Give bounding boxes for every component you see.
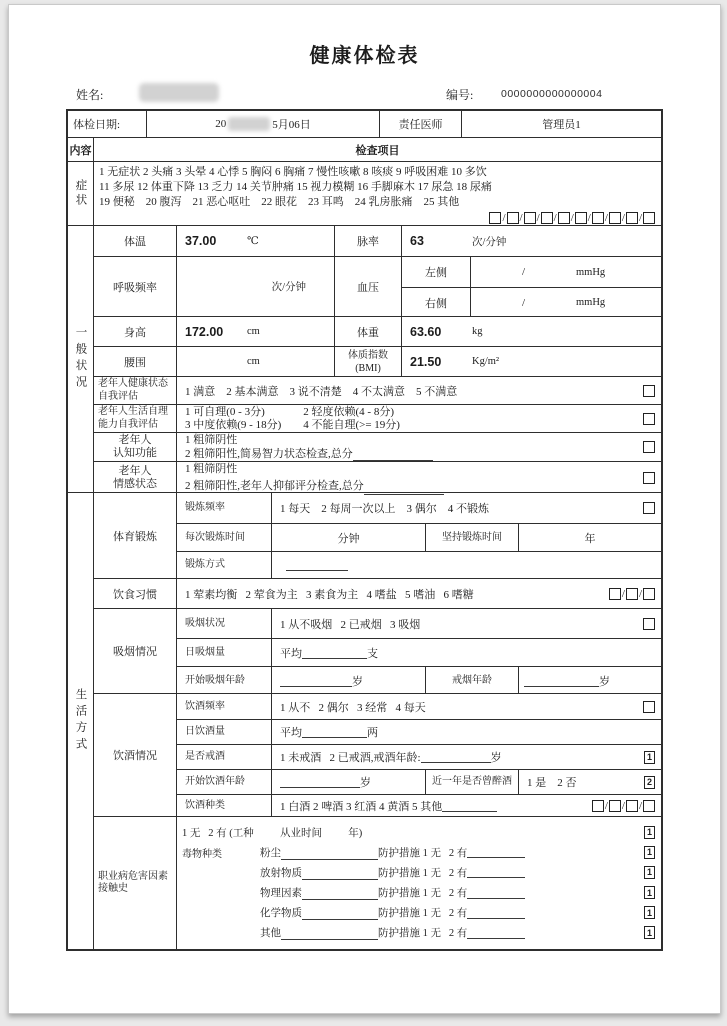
weight-value: 63.60 [410,324,442,339]
toxin-name-blank [281,847,378,860]
checkbox [626,800,638,812]
drinking-daily-unit: 两 [367,727,378,739]
smoking-quit-unit: 岁 [599,675,610,688]
checkbox [609,212,621,224]
checkbox [609,800,621,812]
drinking-daily-prefix: 平均 [280,727,302,739]
checkbox-separator: / [621,799,625,812]
protection-blank [467,846,525,858]
smoking-daily-blank [302,647,367,659]
exercise-freq-cell [271,493,661,523]
smoking-start-cell [271,667,425,694]
elderly-health-options-cell [176,377,661,404]
elderly-cognition-options [185,433,433,461]
drinking-quit-label: 是否戒酒 [185,751,225,762]
drinking-start-blank [280,776,360,788]
occupational-label-line2: 接触史 [98,883,128,894]
exam-date-suffix: 5月06日 [272,119,311,131]
toxin-answer-box: 1 [644,926,655,939]
toxin-name: 放射物质 [260,867,302,879]
drinking-kind-blank [442,800,497,812]
drinking-quit-row [177,744,661,769]
waist-value-cell [176,347,334,376]
toxin-name-blank [302,907,378,920]
exam-date-row [68,111,661,137]
toxin-name-blank [302,887,378,900]
exam-date-label: 体检日期: [73,119,121,131]
checkbox-separator: / [621,587,625,600]
diet-options: 1 荤素均衡 2 荤食为主 3 素食为主 4 嗜盐 5 嗜油 6 嗜糖 [185,588,474,601]
smoking-start-blank [280,675,352,687]
exercise-mode-label: 锻炼方式 [185,559,225,570]
toxin-row-physical [182,883,655,903]
smoking-start-unit: 岁 [352,675,363,688]
checkbox-separator: / [519,212,523,224]
elderly-cognition-cell [176,433,661,461]
occupational-content [176,817,661,949]
checkbox-separator: / [604,799,608,812]
exercise-persist-label: 坚持锻炼时间 [425,524,518,551]
drinking-daily-label: 日饮酒量 [185,726,225,737]
toxin-row-radiation [182,862,655,882]
cognition-score-blank [353,449,433,461]
toxin-name-blank [302,867,378,880]
elderly-health-label-line1: 老年人健康状态 [98,378,168,389]
document-page [8,4,721,1014]
drinking-quit-answer-box: 1 [644,751,655,764]
smoking-group [94,608,661,693]
drunk-cell [518,770,661,794]
smoking-label: 吸烟情况 [113,646,157,658]
lifestyle-section [68,492,661,949]
exam-date-prefix: 20 [215,118,227,130]
elderly-cognition-row [94,432,661,461]
pulse-value-cell [401,226,661,256]
temperature-label: 体温 [124,236,146,248]
elderly-health-options: 1 满意 2 基本满意 3 说不清楚 4 不太满意 5 不满意 [185,385,458,398]
smoking-daily-row [177,638,661,666]
health-exam-table [66,109,663,951]
checkbox [643,588,655,600]
height-value: 172.00 [185,324,224,339]
checkbox-separator: / [638,799,642,812]
drinking-freq-options: 1 从不 2 偶尔 3 经常 4 每天 [280,701,426,714]
checkbox-separator: / [536,212,540,224]
checkbox [592,800,604,812]
respiration-bp-row [94,256,661,316]
elderly-selfcare-options-line1: 1 可自理(0 - 3分) 2 轻度依赖(4 - 8分) [185,405,394,418]
checkbox-separator: / [638,212,642,224]
elderly-selfcare-options-line2: 3 中度依赖(9 - 18分) 4 不能自理(>= 19分) [185,418,400,431]
exam-date-value [146,111,379,137]
protection-text: 防护措施 1 无 2 有 [378,847,468,859]
drinking-label: 饮酒情况 [113,750,157,762]
drinking-kind-row [177,794,661,816]
exercise-mode-row [177,551,661,578]
pulse-label: 脉率 [334,226,401,256]
protection-blank [467,927,525,939]
table-header-row [68,137,661,161]
doctor-label: 责任医师 [379,111,461,137]
checkbox [643,800,655,812]
smoking-quit-cell [518,667,661,694]
elderly-health-label [94,377,176,404]
protection-text: 防护措施 1 无 2 有 [378,928,468,940]
diet-row [94,578,661,608]
name-label: 姓名: [76,88,104,102]
weight-unit: kg [472,326,483,337]
smoking-daily-label: 日吸烟量 [185,646,225,658]
toxin-row-chemical [182,903,655,923]
drinking-kind-label: 饮酒种类 [185,799,225,811]
checkbox [626,588,638,600]
occupational-label-line1: 职业病危害因素 [98,870,168,882]
elderly-selfcare-label [94,405,176,432]
respiration-label: 呼吸频率 [113,281,157,294]
elderly-health-label-line2: 自我评估 [98,390,138,402]
checkbox-separator: / [604,212,608,224]
drunk-label: 近一年是否曾醉酒 [425,770,518,794]
elderly-emotion-line1: 1 粗筛阴性 [185,462,238,475]
elderly-emotion-options [185,461,444,495]
elderly-emotion-checkbox [643,472,655,484]
protection-text: 防护措施 1 无 2 有 [378,908,468,920]
protection-text: 防护措施 1 无 2 有 [378,867,468,879]
waist-unit: cm [247,356,260,367]
drunk-answer-box: 2 [644,776,655,789]
elderly-health-row [94,376,661,404]
drinking-kind-cell [271,795,661,816]
protection-blank [467,887,525,899]
elderly-cognition-line2 [185,447,433,461]
bmi-value: 21.50 [410,354,442,369]
drinking-freq-checkbox [643,701,655,713]
smoking-daily-prefix: 平均 [280,647,302,660]
elderly-emotion-row [94,461,661,493]
temperature-unit: ℃ [247,236,259,247]
drinking-start-unit: 岁 [360,777,371,789]
name-number-row [9,83,720,105]
smoking-age-row [177,666,661,694]
drinking-start-cell [271,770,425,794]
checkbox [507,212,519,224]
toxin-row-other [182,923,655,943]
elderly-emotion-label-line1: 老年人 [118,464,152,477]
drinking-group [94,693,661,816]
drinking-quit-cell [271,745,661,769]
symptoms-line-2: 11 多尿 12 体重下降 13 乏力 14 关节肿痛 15 视力模糊 16 手脚麻木 17 尿急 18 尿痛 [99,181,492,193]
bp-left-label: 左侧 [425,267,447,279]
page-title: 健康体检表 [309,45,420,67]
bmi-value-cell [401,347,661,376]
exercise-freq-row [177,493,661,523]
elderly-cognition-label-line2: 认知功能 [113,447,157,459]
symptoms-section-label: 症状 [74,179,87,208]
general-section-label: 一般状况 [74,326,87,392]
diet-cell [176,579,661,608]
checkbox [609,588,621,600]
elderly-selfcare-options-cell [176,405,661,432]
diet-label: 饮食习惯 [113,588,157,601]
symptoms-line-1: 1 无症状 2 头痛 3 头晕 4 心悸 5 胸闷 6 胸痛 7 慢性咳嗽 8 咳痰 9 呼吸困难 10 多饮 [99,166,487,178]
drinking-freq-label: 饮酒频率 [185,700,225,712]
waist-label: 腰围 [124,356,146,369]
bp-right-label: 右侧 [425,297,447,310]
exercise-freq-label: 锻炼频率 [185,502,225,513]
smoking-quit-blank [524,675,599,687]
temperature-pulse-row [94,226,661,256]
toxin-answer-box: 1 [644,866,655,879]
smoking-status-options: 1 从不吸烟 2 已戒烟 3 吸烟 [280,618,421,631]
height-value-cell [176,317,334,346]
content-header: 内容 [69,144,92,157]
elderly-selfcare-label-line1: 老年人生活自理 [98,406,168,417]
symptoms-content [93,162,661,225]
toxin-row-dust [182,842,655,862]
drinking-start-label: 开始饮酒年龄 [185,776,245,787]
elderly-selfcare-label-line2: 能力自我评估 [98,418,158,430]
bp-left-unit: mmHg [576,266,606,278]
occupational-group [94,816,661,949]
check-items-header: 检查项目 [93,138,661,161]
diet-checkbox-group [609,588,655,600]
bmi-unit: Kg/m² [472,356,500,367]
bp-left-separator: / [521,266,526,278]
checkbox [558,212,570,224]
elderly-emotion-cell [176,462,661,493]
toxin-name-blank [281,927,378,940]
exercise-time-row [177,523,661,551]
exercise-freq-checkbox [643,502,655,514]
checkbox [626,212,638,224]
pulse-unit: 次/分钟 [472,236,507,248]
exercise-time-label: 每次锻炼时间 [185,531,245,543]
bmi-label-line1: 体质指数 [348,349,388,361]
bmi-label-line2: (BMI) [355,362,381,374]
symptoms-section [68,161,661,225]
exercise-time-unit: 分钟 [271,524,425,551]
exercise-freq-options: 1 每天 2 每周一次以上 3 偶尔 4 不锻炼 [280,503,489,515]
drinking-freq-row [177,694,661,719]
bmi-label [334,347,401,376]
checkbox-separator: / [502,212,506,224]
drinking-daily-row [177,719,661,744]
protection-blank [467,907,525,919]
respiration-value-cell [176,257,334,316]
exercise-mode-cell [271,552,661,578]
checkbox-separator: / [621,212,625,224]
drinking-daily-cell [271,720,661,744]
name-value-redacted [139,83,219,102]
elderly-selfcare-options [185,406,400,432]
toxin-name: 其他 [260,928,281,940]
toxin-name: 物理因素 [260,888,302,900]
smoking-daily-cell [271,639,661,666]
toxin-type-label: 毒物种类 [182,848,222,860]
doctor-value: 管理员1 [461,111,661,137]
checkbox-separator: / [587,212,591,224]
protection-blank [467,866,525,878]
bp-right-value [470,288,661,317]
height-unit: cm [247,326,260,337]
number-value: 0000000000000004 [501,88,603,100]
checkbox [592,212,604,224]
exercise-persist-unit: 年 [518,524,661,551]
checkbox-separator: / [638,587,642,600]
lifestyle-section-label: 生活方式 [74,688,87,754]
checkbox [524,212,536,224]
height-label: 身高 [124,326,146,339]
toxin-answer-box: 1 [644,886,655,899]
drinking-start-row [177,769,661,794]
bp-right-row [402,287,661,317]
occupational-exposure-box: 1 [644,826,655,839]
toxin-answer-box: 1 [644,846,655,859]
smoking-start-label: 开始吸烟年龄 [185,674,245,686]
bp-right-unit: mmHg [576,297,606,308]
checkbox [643,212,655,224]
smoking-quit-label: 戒烟年龄 [425,667,518,694]
checkbox [489,212,501,224]
drinking-kind-options: 1 白酒 2 啤酒 3 红酒 4 黄酒 5 其他 [280,800,443,813]
elderly-emotion-label-line2: 情感状态 [113,477,157,490]
drunk-options: 1 是 2 否 [527,777,577,789]
drinking-kind-checkbox-group [592,800,655,812]
elderly-emotion-label [94,462,176,493]
occupational-exposure-text: 1 无 2 有 (工种 从业时间 年) [182,827,363,839]
toxin-name: 粉尘 [260,847,281,859]
bp-label: 血压 [334,257,401,316]
smoking-status-label: 吸烟状况 [185,617,225,629]
smoking-status-checkbox [643,618,655,630]
elderly-cognition-label-line1: 老年人 [118,434,152,446]
elderly-cognition-line1: 1 粗筛阴性 [185,434,238,446]
exercise-mode-blank [286,559,348,571]
elderly-cognition-checkbox [643,441,655,453]
exercise-group [94,493,661,578]
drinking-quit-blank [421,751,491,763]
smoking-daily-unit: 支 [367,647,378,660]
symptoms-line-3: 19 便秘 20 腹泻 21 恶心呕吐 22 眼花 23 耳鸣 24 乳房胀痛 25 其他 [99,196,460,208]
elderly-selfcare-row [94,404,661,432]
bp-left-value [470,257,661,287]
checkbox [541,212,553,224]
elderly-health-checkbox [643,385,655,397]
drinking-quit-text: 1 未戒酒 2 已戒酒,戒酒年龄: [280,752,421,764]
checkbox-separator: / [570,212,574,224]
drinking-freq-cell [271,694,661,719]
exam-date-redacted [228,117,270,131]
toxin-answer-box: 1 [644,906,655,919]
toxin-name: 化学物质 [260,908,302,920]
bp-right-separator: / [521,296,526,309]
weight-label: 体重 [334,317,401,346]
waist-bmi-row [94,346,661,376]
temperature-value: 37.00 [185,234,217,248]
smoking-status-cell [271,609,661,638]
checkbox [575,212,587,224]
drinking-daily-blank [302,726,367,738]
checkbox-separator: / [553,212,557,224]
occupational-exposure-line [182,822,655,842]
temperature-value-cell [176,226,334,256]
drinking-quit-unit: 岁 [490,752,502,764]
elderly-selfcare-checkbox [643,413,655,425]
weight-value-cell [401,317,661,346]
bp-left-row [402,257,661,287]
respiration-unit: 次/分钟 [271,282,306,293]
elderly-emotion-line2-text: 2 粗筛阳性,老年人抑郁评分检查,总分 [185,479,364,492]
occupational-label [94,817,176,949]
elderly-cognition-label [94,433,176,461]
pulse-value: 63 [410,234,424,248]
exercise-label: 体育锻炼 [113,530,157,543]
protection-text: 防护措施 1 无 2 有 [378,888,468,900]
smoking-status-row [177,609,661,638]
symptoms-checkbox-group [98,212,657,224]
height-weight-row [94,316,661,346]
elderly-cognition-line2-text: 2 粗筛阳性,简易智力状态检查,总分 [185,448,353,460]
general-section [68,225,661,492]
number-label: 编号: [446,88,474,102]
